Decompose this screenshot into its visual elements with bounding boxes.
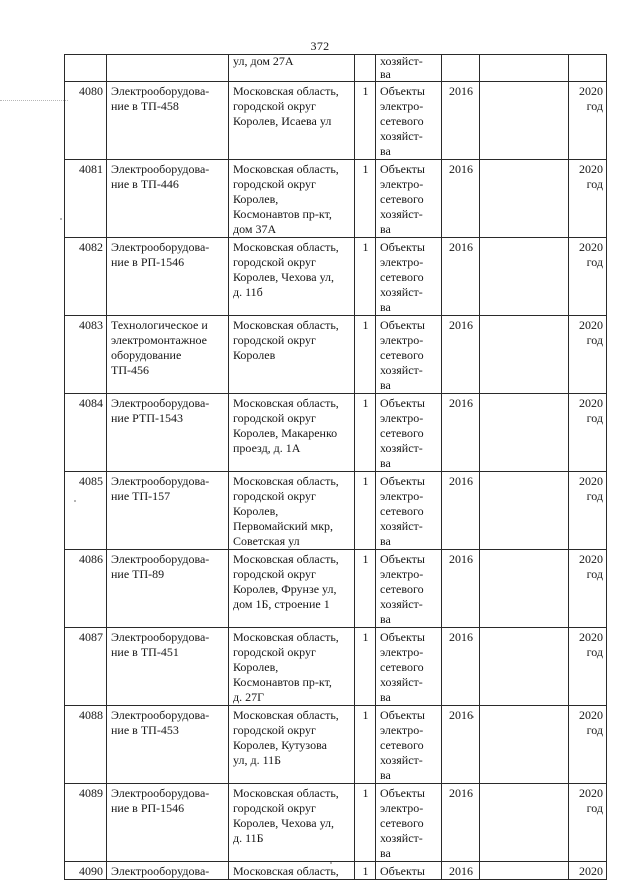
cell-year: 2016: [442, 82, 480, 160]
cell-category: Объекты электро- сетевого хозяйст- ва: [376, 82, 442, 160]
table-row-continued: [65, 55, 607, 82]
table-row: [65, 706, 607, 784]
table-row: [65, 784, 607, 862]
cell-period: 2020 год: [569, 238, 607, 316]
table-row: [65, 82, 607, 160]
cell-address: Московская область, городской округ Королев, Чехова ул, д. 11Б: [229, 784, 355, 862]
cell-address: Московская область, городской округ Королев, Чехова ул, д. 11б: [229, 238, 355, 316]
cell-name: Электрооборудова- ние в РП-1546: [107, 784, 229, 862]
cell-year: 2016: [442, 550, 480, 628]
cell-number: 4081: [65, 160, 107, 238]
cell-category: Объекты электро- сетевого хозяйст- ва: [376, 160, 442, 238]
cell-empty: [480, 706, 569, 784]
cell-number: 4088: [65, 706, 107, 784]
cell-category: Объекты электро- сетевого хозяйст- ва: [376, 550, 442, 628]
cell-period: 2020 год: [569, 82, 607, 160]
table-row: [65, 550, 607, 628]
cell-category: Объекты электро- сетевого хозяйст- ва: [376, 316, 442, 394]
cell-category: Объекты электро- сетевого хозяйст- ва: [376, 472, 442, 550]
cell-quantity: 1: [355, 238, 376, 316]
cell-address: Московская область, городской округ Королев, Космонавтов пр-кт, дом 37А: [229, 160, 355, 238]
cell-category: Объекты электро- сетевого хозяйст- ва: [376, 628, 442, 706]
cell-quantity: 1: [355, 82, 376, 160]
cell-year: 2016: [442, 706, 480, 784]
scan-smudge: [0, 100, 68, 104]
cell-empty: [480, 550, 569, 628]
cell-name: Электрооборудова- ние РТП-1543: [107, 394, 229, 472]
cell-period: 2020 год: [569, 472, 607, 550]
cell-year: 2016: [442, 628, 480, 706]
cell-year: 2016: [442, 394, 480, 472]
cell-category: Объекты: [376, 862, 442, 880]
cell-empty: [480, 784, 569, 862]
cell-address: Московская область, городской округ Королев: [229, 316, 355, 394]
cell-category: Объекты электро- сетевого хозяйст- ва: [376, 784, 442, 862]
cell-empty: [480, 82, 569, 160]
cell-period: 2020 год: [569, 550, 607, 628]
cell-quantity: 1: [355, 160, 376, 238]
cell-period: 2020 год: [569, 316, 607, 394]
cell-period: 2020 год: [569, 784, 607, 862]
table-row: [65, 628, 607, 706]
cell-name: Электрооборудова- ние ТП-89: [107, 550, 229, 628]
cell-quantity: 1: [355, 628, 376, 706]
cell-empty: [480, 316, 569, 394]
cell-address: Московская область, городской округ Королев, Фрунзе ул, дом 1Б, строение 1: [229, 550, 355, 628]
page-number: 372: [310, 39, 330, 53]
table-row: [65, 316, 607, 394]
cell-empty: [480, 238, 569, 316]
cell-number: 4089: [65, 784, 107, 862]
table-row: [65, 862, 607, 880]
cell-number: 4082: [65, 238, 107, 316]
cell-category: Объекты электро- сетевого хозяйст- ва: [376, 238, 442, 316]
cell-period: 2020 год: [569, 628, 607, 706]
cell-quantity: 1: [355, 472, 376, 550]
cell-quantity: 1: [355, 784, 376, 862]
cell-number: 4085: [65, 472, 107, 550]
cell-address: Московская область, городской округ Королев, Макаренко проезд, д. 1А: [229, 394, 355, 472]
table-row: [65, 394, 607, 472]
cell-year: 2016: [442, 238, 480, 316]
cell-period: 2020 год: [569, 160, 607, 238]
cell-name: Электрооборудова- ние в ТП-451: [107, 628, 229, 706]
cell-name: Электрооборудова- ние в РП-1546: [107, 238, 229, 316]
cell-category: хозяйст- ва: [376, 55, 442, 82]
cell-name: Электрооборудова- ние ТП-157: [107, 472, 229, 550]
cell-empty: [480, 628, 569, 706]
cell-name: Электрооборудова-: [107, 862, 229, 880]
cell-number: 4080: [65, 82, 107, 160]
cell-period: 2020 год: [569, 394, 607, 472]
cell-address: Московская область, городской округ Королев, Кутузова ул, д. 11Б: [229, 706, 355, 784]
cell-address: Московская область, городской округ Королев, Исаева ул: [229, 82, 355, 160]
cell-address: Московская область, городской округ Королев, Космонавтов пр-кт, д. 27Г: [229, 628, 355, 706]
cell-quantity: 1: [355, 316, 376, 394]
cell-category: Объекты электро- сетевого хозяйст- ва: [376, 706, 442, 784]
cell-address: ул, дом 27А: [229, 55, 355, 82]
cell-name: Электрооборудова- ние в ТП-446: [107, 160, 229, 238]
cell-category: Объекты электро- сетевого хозяйст- ва: [376, 394, 442, 472]
cell-empty: [480, 394, 569, 472]
cell-year: 2016: [442, 316, 480, 394]
cell-empty: [480, 472, 569, 550]
cell-period: 2020 год: [569, 706, 607, 784]
cell-quantity: 1: [355, 706, 376, 784]
cell-address: Московская область, городской округ Королев, Первомайский мкр, Советская ул: [229, 472, 355, 550]
table-row: [65, 160, 607, 238]
table-row: [65, 472, 607, 550]
cell-empty: [480, 160, 569, 238]
cell-name: Технологическое и электромонтажное оборудование ТП-456: [107, 316, 229, 394]
cell-quantity: 1: [355, 394, 376, 472]
cell-number: 4090: [65, 862, 107, 880]
cell-number: 4086: [65, 550, 107, 628]
cell-period: 2020: [569, 862, 607, 880]
registry-table: [64, 54, 607, 880]
scan-speck: [60, 218, 62, 220]
cell-address: Московская область,: [229, 862, 355, 880]
cell-name: Электрооборудова- ние в ТП-453: [107, 706, 229, 784]
table-row: [65, 238, 607, 316]
cell-empty: [480, 862, 569, 880]
cell-quantity: 1: [355, 862, 376, 880]
cell-year: 2016: [442, 160, 480, 238]
cell-name: Электрооборудова- ние в ТП-458: [107, 82, 229, 160]
cell-year: 2016: [442, 784, 480, 862]
cell-quantity: 1: [355, 550, 376, 628]
cell-number: 4087: [65, 628, 107, 706]
cell-number: 4084: [65, 394, 107, 472]
cell-year: 2016: [442, 472, 480, 550]
cell-year: 2016: [442, 862, 480, 880]
cell-number: 4083: [65, 316, 107, 394]
